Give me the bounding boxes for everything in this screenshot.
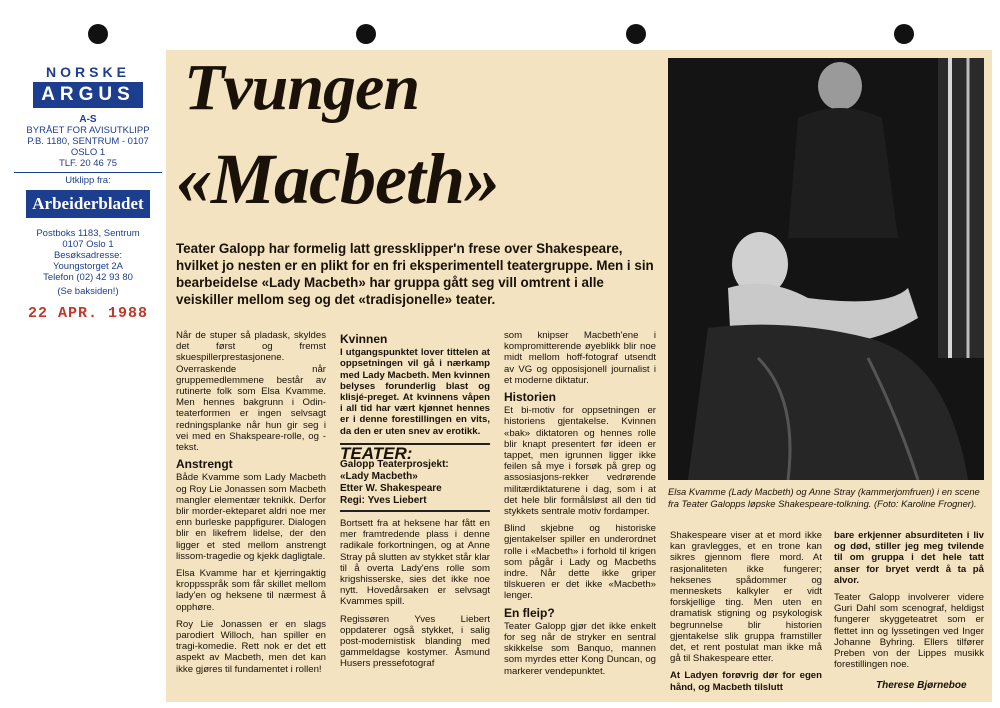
paragraph: Teater Galopp gjør det ikke enkelt for seg når de stryker en sentral skikkelse som Banquo, mannen som myrdes etter Kong Duncan, og markerer vendepunktet. [504,620,656,677]
paragraph: som knipser Macbeth'ene i kompromitterende øyeblikk blir noe midt mellom hoff-fotograf utsendt av VG og opposisjonell journalist i et moderne diktatur. [504,330,656,386]
logo-top-text: NORSKE [46,64,130,80]
subheading-en-fleip: En fleip? [504,605,555,620]
bureau-address: P.B. 1180, SENTRUM - 0107 OSLO 1 [27,136,149,158]
bureau-phone: TLF. 20 46 75 [58,158,118,169]
source-newspaper: Arbeiderbladet [26,190,150,218]
source-address-2: 0107 Oslo 1 [62,239,114,250]
teater-line: Etter W. Shakespeare [340,483,442,495]
teater-line: Regi: Yves Liebert [340,495,427,507]
source-phone: Telefon (02) 42 93 80 [43,272,133,283]
paragraph: Regissøren Yves Liebert oppdaterer også stykket, i salig post-modernistisk blanding med gammeldagse kostymer. Åsmund Husers pressefotograf [340,613,490,670]
punch-hole [894,24,914,44]
article-photo [668,58,984,480]
photo-caption: Elsa Kvamme (Lady Macbeth) og Anne Stray (kammerjomfruen) i en scene fra Teater Galopps løpske Shakespeare-tolkning. (Foto: Karoline Frogner). [668,486,980,509]
clipped-from-label: Utklipp fra: [14,172,162,186]
punch-hole [626,24,646,44]
clipping-bureau-stamp [14,60,162,322]
paragraph: I utgangspunktet lover tittelen at oppsetningen vil gå i nærkamp med Lady Macbeth. Men kvinnen belyses forunderlig blast og klisjé-preget. At kvinnens våpen i all tid har vært kjønnet hennes er i denne forestillingen en vits, da den er uten snev av erotikk. [340,347,490,437]
paragraph: Roy Lie Jonassen er en slags parodiert Willoch, han spiller en tragi-komedie. Rett nok er det ett aspekt av Macbeth, men det kan ikke gjøres til fundamentet i rollen! [176,618,326,675]
teater-title: TEATER: [340,443,413,463]
column-3 [504,330,656,683]
date-stamp: 22 APR. 1988 [27,305,149,322]
paragraph: Shakespeare viser at et mord ikke kan gravlegges, et en trone kan sikres gjennom flere mord. At rasjonaliteten ikke fungerer; heksenes spådommer og menneskets kalkyler er vidt forskjellige ting. Men uten en dramatisk stigning og psykologisk begrunnelse blir historien gjentakelse slik gruppa framstiller det, et rent postulat man ikke må gå til Shakespeare etter. [670,530,822,665]
subheading-anstrengt: Anstrengt [176,457,233,472]
headline-line-2: «Macbeth» [176,139,499,219]
paragraph: Både Kvamme som Lady Macbeth og Roy Lie Jonassen som Macbeth mangler elementær teknikk. Derfor blir morder-ekteparet aldri noe mer enn burleske pappfigurer. Dialogen blir en likefrem lidelse, der den ligger et sted mellom anstrengt lissom-tragedie og kjekk dagligtale. [176,472,326,562]
subheading-historien: Historien [504,390,557,405]
paragraph: Bortsett fra at heksene har fått en mer framtredende plass i denne radikale forkortningen, og at Anne Stray på slutten av stykket står klar til å overta Lady'ens rolle som krigshisserske, sies det ikke noe nytt. Hovedårsaken er selvsagt Kvammes spill. [340,518,490,608]
source-address-4: Youngstorget 2A [53,261,123,272]
paragraph: bare erkjenner absurditeten i liv og død, stiller jeg meg tvilende til om gruppa i det hele tatt anser for bryet verdt å ta på alvor. [834,530,984,586]
column-1 [176,330,326,681]
article-lead: Teater Galopp har formelig latt gressklipper'n frese over Shakespeare, hvilket jo nesten er en plikt for en fri eksperimentell teatergruppe. Men i sin bearbeidelse «Lady Macbeth» har gruppa gått seg vill omtrent i alle veiskiller mellom seg og det «tradisjonelle» teater. [176,241,654,307]
paragraph: Teater Galopp involverer videre Guri Dahl som scenograf, heldigst fungerer skyggeteatret som er flettet inn og lyssetingen ved Inger Johanne Byhring. Ellers tilfører Preben von der Lippes musikk forestillingen noe. [834,592,984,671]
company-suffix: A-S [79,114,97,125]
bureau-name: BYRÅET FOR AVISUTKLIPP [26,125,150,136]
source-address-3: Besøksadresse: [53,250,123,261]
paragraph: At Ladyen forøvrig dør for egen hånd, og Macbeth tilslutt [670,670,822,693]
paragraph: Et bi-motiv for oppsetningen er historiens gjentakelse. Kvinnen «bak» diktatoren og hennes rolle blir knapt presentert før ideen er tappet, men igrunnen ligger ikke feilen så mye i forsøk på grep og assosiasjons-rekker vedrørende militærdiktaturene i dag, som i at det hele blir formålsløst all den tid stykkets sentrale motiv fordamper. [504,405,656,518]
author-byline: Therese Bjørneboe [876,680,967,691]
theatre-info-box [340,443,490,512]
punch-hole [88,24,108,44]
column-4 [670,530,822,699]
punch-hole [356,24,376,44]
source-address-1: Postboks 1183, Sentrum [36,228,140,239]
see-reverse-note: (Se baksiden!) [57,286,119,297]
paragraph: Elsa Kvamme har et kjerringaktig kroppsspråk som får skillet mellom lady'en og heksene til nærmest å opphøre. [176,568,326,613]
photo-illustration [668,58,984,480]
column-2 [340,330,490,676]
paragraph: Når de stuper så pladask, skyldes det først og fremst skuespillerprestasjonene. Overraskende når gruppemedlemmene består av rutinerte folk som Elsa Kvamme. Men hennes bakgrunn i Odin-teaterformen er ingen selvsagt redningsplanke når hun gir seg i vei med en Shakspeare-rolle, og -tekst. [176,330,326,454]
column-5 [834,530,984,676]
teater-line: «Lady Macbeth» [340,471,418,483]
subheading-kvinnen: Kvinnen [340,332,388,346]
teater-line: Galopp Teaterprosjekt: [340,459,449,471]
paragraph: Blind skjebne og historiske gjentakelser spiller en underordnet rolle i «Macbeth» i forhold til krigen som pågår i Lady og Macbeths indre. Når dette ikke griper tilskueren er det ikke «Macbeth» lenger. [504,523,656,602]
argus-logo: ARGUS [33,82,143,108]
headline-line-1: Tvungen [184,51,420,124]
